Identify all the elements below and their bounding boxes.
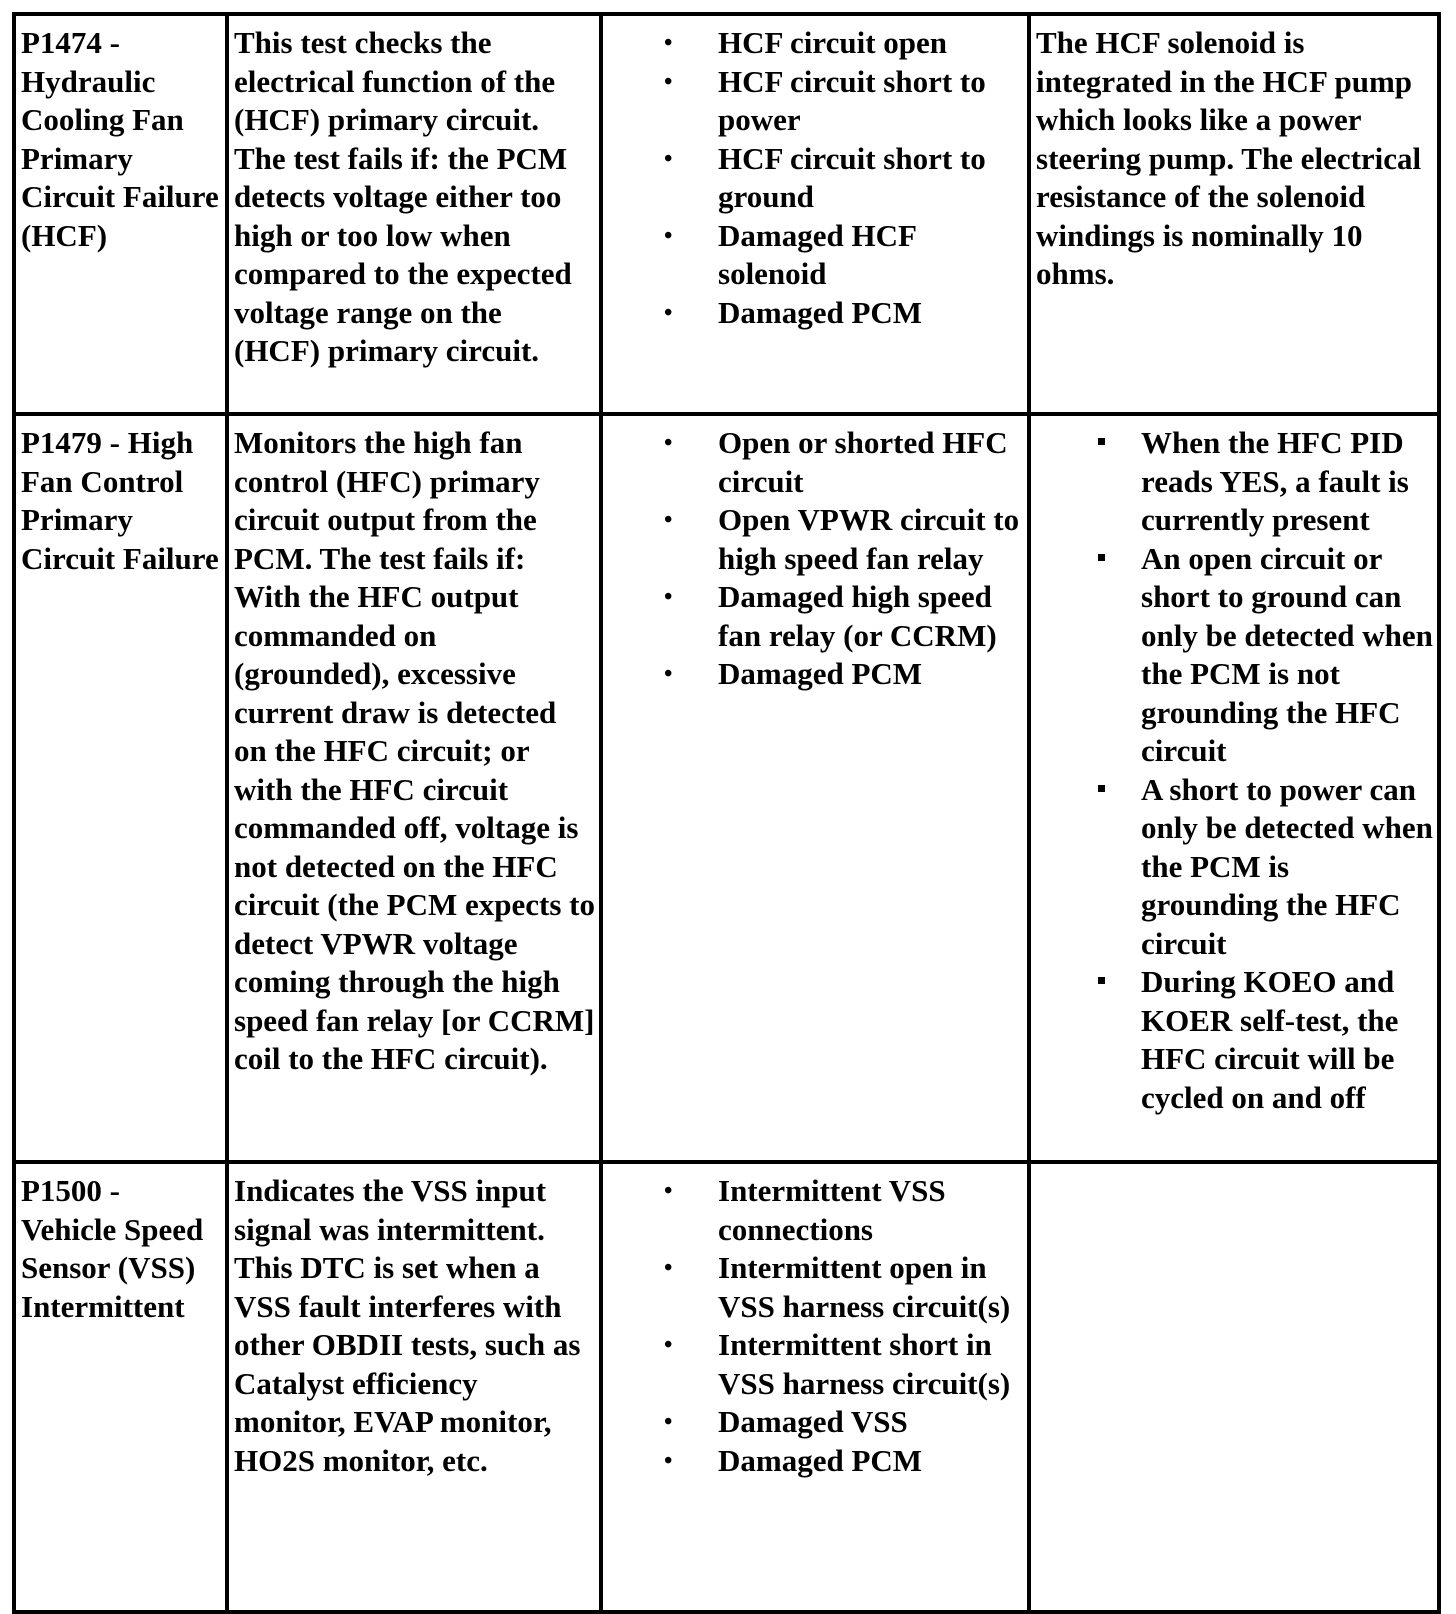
list-item: An open circuit or short to ground can only be detected when the PCM is not grounding the HFC circuit — [1036, 540, 1433, 771]
causes-cell — [601, 14, 1029, 414]
table-row — [14, 14, 1439, 414]
list-item: • Intermittent open in VSS harness circuit(s) — [608, 1249, 1023, 1326]
causes-cell — [601, 1162, 1029, 1612]
dtc-table — [12, 12, 1441, 1614]
description-cell — [227, 1162, 601, 1612]
dtc-code: P1500 - Vehicle Speed Sensor (VSS) Intermittent — [21, 1173, 204, 1324]
notes-list — [1036, 424, 1433, 1117]
dtc-code-cell — [14, 1162, 227, 1612]
dtc-description: Monitors the high fan control (HFC) primary circuit output from the PCM. The test fails if: With the HFC output commanded on (grounded), excessive current draw is detected on the HFC circuit; or with the HFC circuit commanded off, voltage is not detected on the HFC circuit (the PCM expects to detect VPWR voltage coming through the high speed fan relay [or CCRM] coil to the HFC circuit). — [234, 425, 595, 1076]
dtc-description: Indicates the VSS input signal was intermittent. This DTC is set when a VSS fault interferes with other OBDII tests, such as Catalyst efficiency monitor, EVAP monitor, HO2S monitor, etc. — [234, 1173, 581, 1478]
list-item: • HCF circuit short to power — [608, 63, 1023, 140]
dtc-code: P1479 - High Fan Control Primary Circuit Failure — [21, 425, 219, 576]
list-item: • Damaged PCM — [608, 655, 1023, 694]
description-cell — [227, 14, 601, 414]
list-item: • Damaged HCF solenoid — [608, 217, 1023, 294]
list-item: When the HFC PID reads YES, a fault is currently present — [1036, 424, 1433, 540]
dtc-description: This test checks the electrical function of the (HCF) primary circuit. The test fails if: the PCM detects voltage either too high or too low when compared to the expected voltage range on the (HCF) primary circuit. — [234, 25, 572, 368]
list-item: • HCF circuit open — [608, 24, 1023, 63]
table-row — [14, 414, 1439, 1162]
list-item: A short to power can only be detected when the PCM is grounding the HFC circuit — [1036, 771, 1433, 964]
dtc-code-cell — [14, 14, 227, 414]
list-item: • HCF circuit short to ground — [608, 140, 1023, 217]
causes-list — [608, 24, 1023, 332]
table-row — [14, 1162, 1439, 1612]
list-item: • Open VPWR circuit to high speed fan relay — [608, 501, 1023, 578]
notes-cell — [1029, 1162, 1439, 1612]
list-item: • Open or shorted HFC circuit — [608, 424, 1023, 501]
list-item: • Damaged high speed fan relay (or CCRM) — [608, 578, 1023, 655]
dtc-code: P1474 - Hydraulic Cooling Fan Primary Circuit Failure (HCF) — [21, 25, 219, 253]
notes-text: The HCF solenoid is integrated in the HCF pump which looks like a power steering pump. The electrical resistance of the solenoid windings is nominally 10 ohms. — [1036, 25, 1422, 291]
list-item: • Damaged PCM — [608, 294, 1023, 333]
list-item: During KOEO and KOER self-test, the HFC circuit will be cycled on and off — [1036, 963, 1433, 1117]
notes-cell — [1029, 14, 1439, 414]
dtc-code-cell — [14, 414, 227, 1162]
list-item: • Damaged VSS — [608, 1403, 1023, 1442]
causes-list — [608, 1172, 1023, 1480]
causes-list — [608, 424, 1023, 694]
list-item: • Intermittent VSS connections — [608, 1172, 1023, 1249]
list-item: • Intermittent short in VSS harness circuit(s) — [608, 1326, 1023, 1403]
description-cell — [227, 414, 601, 1162]
causes-cell — [601, 414, 1029, 1162]
list-item: • Damaged PCM — [608, 1442, 1023, 1481]
notes-cell — [1029, 414, 1439, 1162]
